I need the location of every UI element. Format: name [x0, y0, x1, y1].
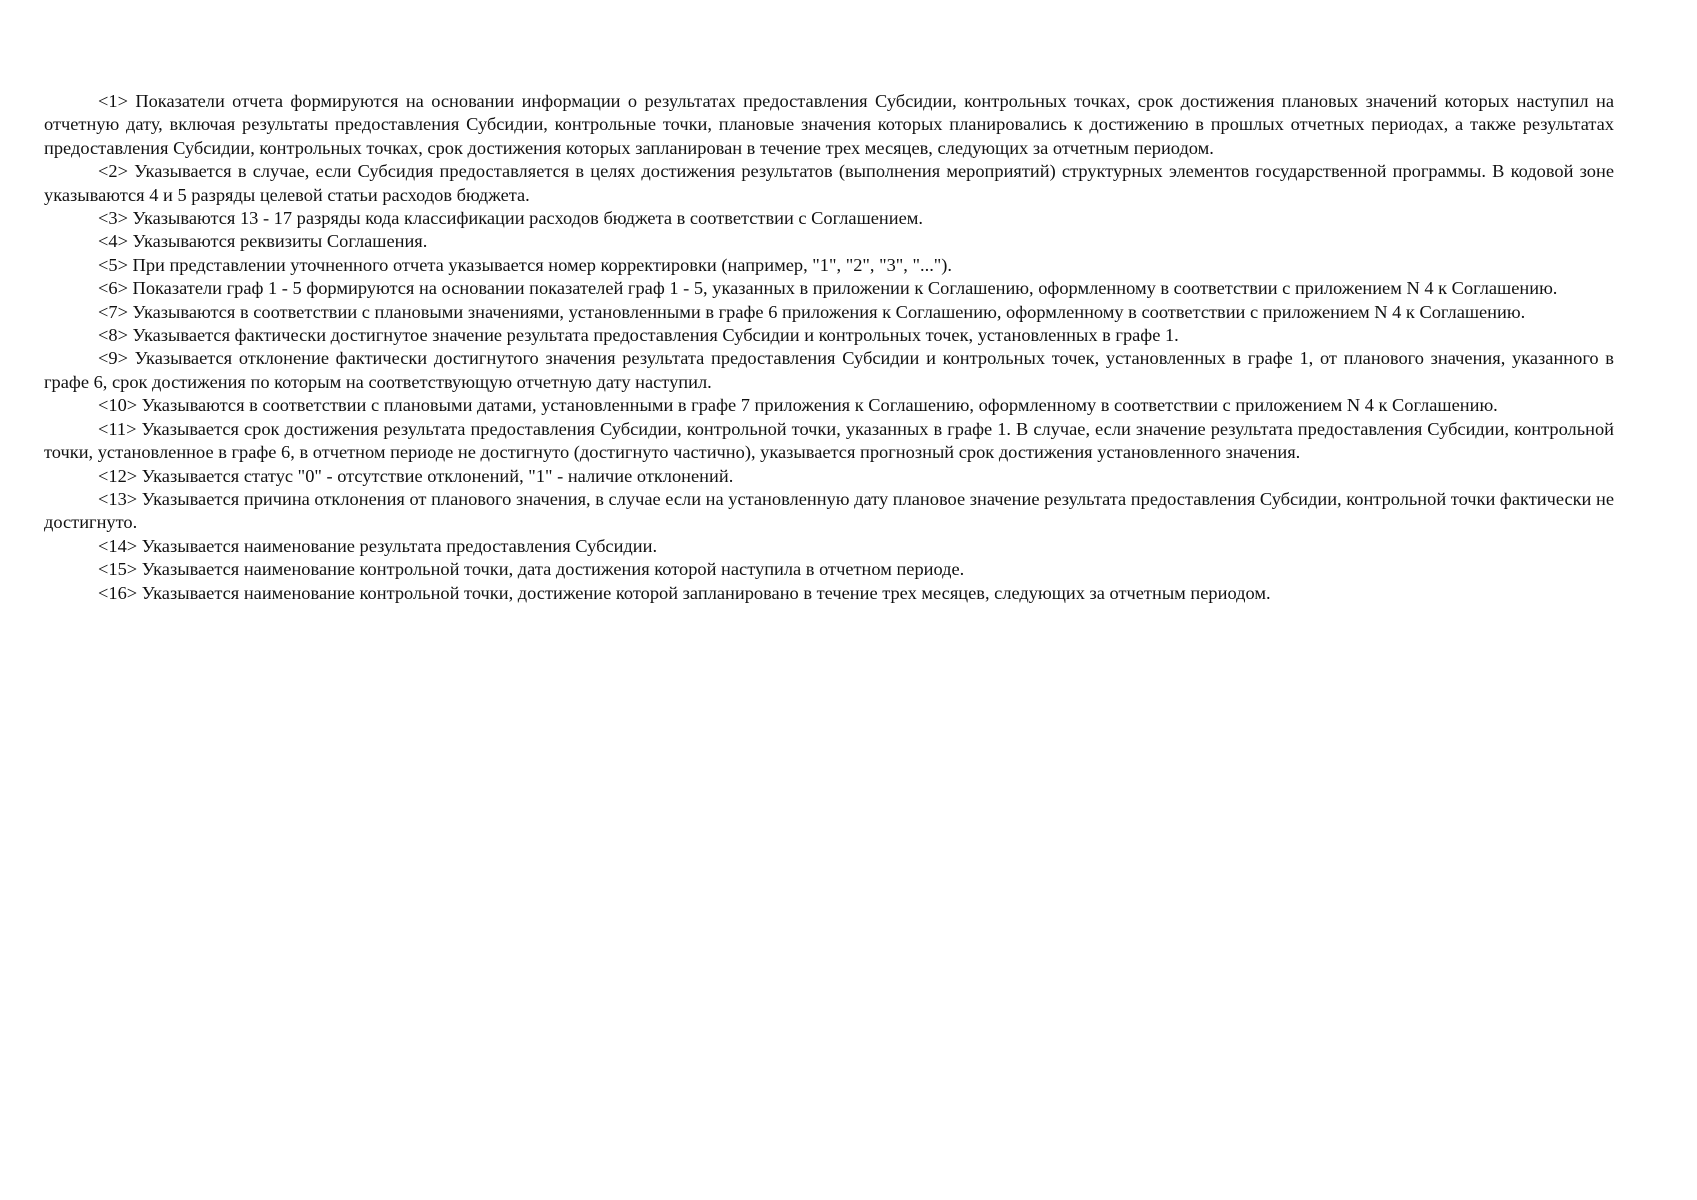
footnote-14: <14> Указывается наименование результата предоставления Субсидии. — [98, 535, 658, 556]
footnote-5: <5> При представлении уточненного отчета указывается номер корректировки (например, "1", "2", "3", "..."). — [98, 254, 953, 275]
footnote-1: <1> Показатели отчета формируются на основании информации о результатах предоставления Субсидии, контрольных точках, срок достижения плановых значений которых наступил на отчетную дату, включая результаты предоставления Субсидии, контрольные точки, плановые значения которых планировались к достижению в прошлых отчетных периодах, а также результатах предоставления Субсидии, контрольных точках, срок достижения которых запланирован в течение трех месяцев, следующих за отчетным периодом. — [44, 91, 1614, 158]
footnote-9: <9> Указывается отклонение фактически достигнутого значения результата предоставления Субсидии и контрольных точек, установленных в графе 1, от планового значения, указанного в графе 6, срок достижения по которым на соответствующую отчетную дату наступил. — [44, 348, 1614, 392]
footnote-15: <15> Указывается наименование контрольной точки, дата достижения которой наступила в отчетном периоде. — [98, 559, 965, 580]
footnote-6: <6> Показатели граф 1 - 5 формируются на основании показателей граф 1 - 5, указанных в приложении к Соглашению, оформленному в соответствии с приложением N 4 к Соглашению. — [98, 278, 1558, 299]
footnote-4: <4> Указываются реквизиты Соглашения. — [98, 231, 428, 252]
footnotes-section — [44, 90, 1614, 605]
footnote-13: <13> Указывается причина отклонения от планового значения, в случае если на установленную дату плановое значение результата предоставления Субсидии, контрольной точки фактически не достигнуто. — [44, 488, 1614, 533]
footnote-12: <12> Указывается статус "0" - отсутствие отклонений, "1" - наличие отклонений. — [98, 465, 734, 486]
footnote-10: <10> Указываются в соответствии с плановыми датами, установленными в графе 7 приложения к Соглашению, оформленному в соответствии с приложением N 4 к Соглашению. — [98, 395, 1498, 416]
footnote-16: <16> Указывается наименование контрольной точки, достижение которой запланировано в течение трех месяцев, следующих за отчетным периодом. — [98, 582, 1271, 603]
footnote-3: <3> Указываются 13 - 17 разряды кода классификации расходов бюджета в соответствии с Соглашением. — [98, 208, 923, 229]
footnote-2: <2> Указывается в случае, если Субсидия предоставляется в целях достижения результатов (выполнения мероприятий) структурных элементов государственной программы. В кодовой зоне указываются 4 и 5 разряды целевой статьи расходов бюджета. — [44, 161, 1614, 205]
footnote-11: <11> Указывается срок достижения результата предоставления Субсидии, контрольной точки, указанных в графе 1. В случае, если значение результата предоставления Субсидии, контрольной точки, установленное в графе 6, в отчетном периоде не достигнуто (достигнуто частично), указывается прогнозный срок достижения установленного значения. — [44, 418, 1614, 463]
footnote-7: <7> Указываются в соответствии с плановыми значениями, установленными в графе 6 приложения к Соглашению, оформленному в соответствии с приложением N 4 к Соглашению. — [98, 301, 1526, 322]
footnote-8: <8> Указывается фактически достигнутое значение результата предоставления Субсидии и контрольных точек, установленных в графе 1. — [98, 325, 1179, 346]
